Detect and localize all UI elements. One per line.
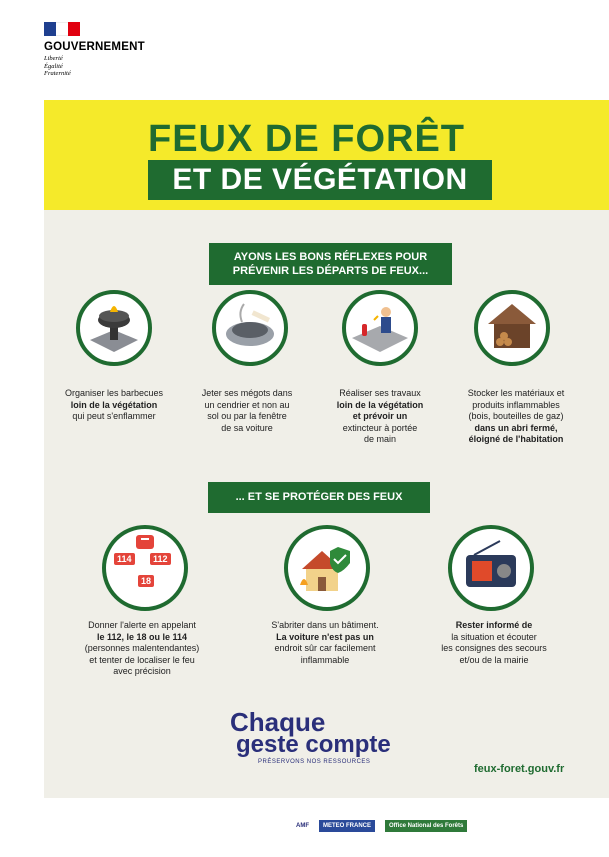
gov-motto: Liberté Égalité Fraternité: [44, 55, 71, 77]
barbecue-icon: [76, 290, 152, 366]
flag-icon: [44, 22, 80, 36]
gov-title: GOUVERNEMENT: [44, 41, 145, 53]
item5-text: Donner l'alerte en appelant le 112, le 18 ou le 114 (personnes malentendantes) et tenter de localiser le feu avec précision: [84, 620, 200, 676]
woodshed-icon: [474, 290, 550, 366]
section1-banner: AYONS LES BONS RÉFLEXES POUR PRÉVENIR LES DÉPARTS DE FEUX...: [209, 243, 452, 285]
item1-text: Organiser les barbecues loin de la végétation qui peut s'enflammer: [64, 388, 164, 421]
website-link[interactable]: feux-foret.gouv.fr: [474, 763, 565, 775]
campaign-logo: Chaque geste compte PRÉSERVONS NOS RESSOURCES: [230, 707, 391, 765]
ashtray-icon: [212, 290, 288, 366]
item7-text: Rester informé de la situation et écouter les consignes des secours et/ou de la mairie: [441, 620, 547, 665]
badge-112: 112: [150, 553, 171, 565]
worker-icon: [342, 290, 418, 366]
partner-amf-logo: AMF: [296, 823, 309, 829]
section2-banner: ... ET SE PROTÉGER DES FEUX: [208, 482, 430, 513]
title-line2: ET DE VÉGÉTATION: [148, 160, 492, 200]
item2-text: Jeter ses mégots dans un cendrier et non au sol ou par la fenêtre de sa voiture: [201, 388, 293, 433]
partner-logos: [296, 812, 477, 840]
phone-alert-icon: [102, 525, 188, 611]
badge-114: 114: [114, 553, 135, 565]
partner-meteo-logo: METEO FRANCE: [319, 820, 375, 832]
badge-18: 18: [138, 575, 154, 587]
item4-text: Stocker les matériaux et produits inflammables (bois, bouteilles de gaz) dans un abri fermé, éloigné de l'habitation: [467, 388, 565, 444]
house-shelter-icon: [284, 525, 370, 611]
item3-text: Réaliser ses travaux loin de la végétation et prévoir un extincteur à portée de main: [336, 388, 424, 444]
radio-icon: [448, 525, 534, 611]
partner-onf-logo: Office National des Forêts: [385, 820, 467, 832]
item6-text: S'abriter dans un bâtiment. La voiture n'est pas un endroit sûr car facilement inflammable: [271, 620, 379, 665]
government-logo: [44, 22, 145, 78]
poster-panel: [44, 100, 609, 798]
title-line1: FEUX DE FORÊT: [148, 118, 466, 160]
